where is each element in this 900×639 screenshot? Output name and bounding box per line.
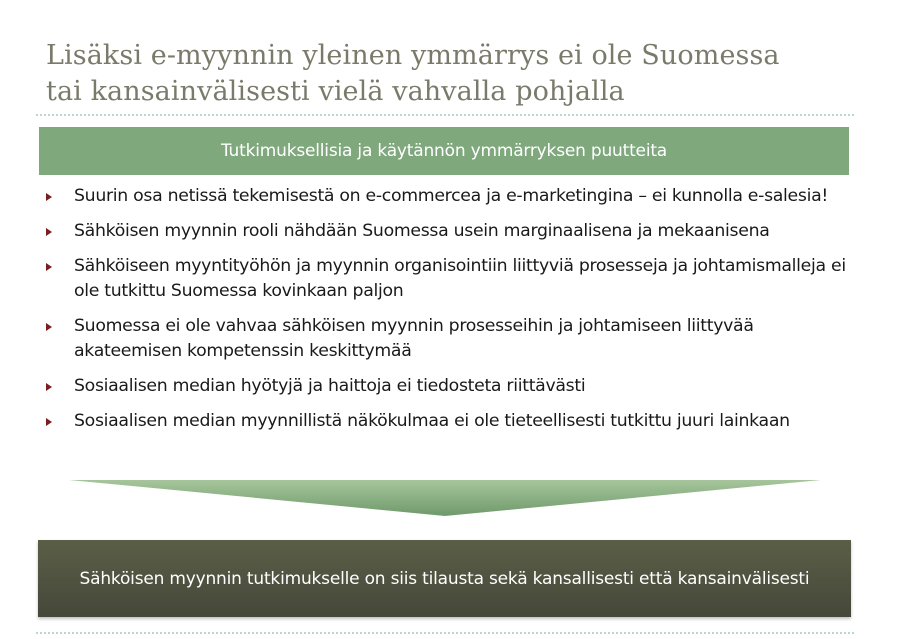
bullet-item — [46, 254, 846, 304]
title-line-2: tai kansainvälisesti vielä vahvalla pohjalla — [46, 76, 625, 107]
bottom-divider — [36, 632, 854, 634]
bullet-text: Suomessa ei ole vahvaa sähköisen myynnin prosesseihin ja johtamiseen liittyvää akateemisen kompetenssin keskittymää — [74, 316, 754, 361]
bullet-arrow-icon — [46, 228, 52, 236]
section-header-bar — [39, 127, 849, 175]
top-divider — [36, 114, 854, 116]
bullet-arrow-icon — [46, 323, 52, 331]
bullet-text: Sähköisen myynnin rooli nähdään Suomessa usein marginaalisena ja mekaanisena — [74, 221, 770, 241]
title-line-1: Lisäksi e-myynnin yleinen ymmärrys ei ole Suomessa — [46, 40, 780, 71]
bullet-list — [46, 184, 846, 444]
bullet-item — [46, 314, 846, 364]
bullet-text: Sosiaalisen median hyötyjä ja haittoja ei tiedosteta riittävästi — [74, 376, 586, 396]
bullet-text: Sosiaalisen median myynnillistä näkökulmaa ei ole tieteellisesti tutkittu juuri lainkaan — [74, 411, 790, 431]
bullet-arrow-icon — [46, 418, 52, 426]
conclusion-bar — [38, 540, 851, 617]
funnel-arrow-icon — [69, 480, 821, 516]
bullet-item — [46, 219, 846, 244]
bullet-arrow-icon — [46, 383, 52, 391]
bullet-text: Sähköiseen myyntityöhön ja myynnin organisointiin liittyviä prosesseja ja johtamismalleja ei ole tutkittu Suomessa kovinkaan paljon — [74, 256, 846, 301]
bullet-item — [46, 374, 846, 399]
bullet-arrow-icon — [46, 263, 52, 271]
bullet-text: Suurin osa netissä tekemisestä on e-commercea ja e-marketingina – ei kunnolla e-salesia! — [74, 186, 829, 206]
conclusion-text: Sähköisen myynnin tutkimukselle on siis tilausta sekä kansallisesti että kansainvälisesti — [79, 568, 810, 589]
bullet-item — [46, 184, 846, 209]
section-header-text: Tutkimuksellisia ja käytännön ymmärryksen puutteita — [220, 141, 668, 161]
bullet-arrow-icon — [46, 193, 52, 201]
slide-title — [46, 38, 876, 110]
bullet-item — [46, 409, 846, 434]
